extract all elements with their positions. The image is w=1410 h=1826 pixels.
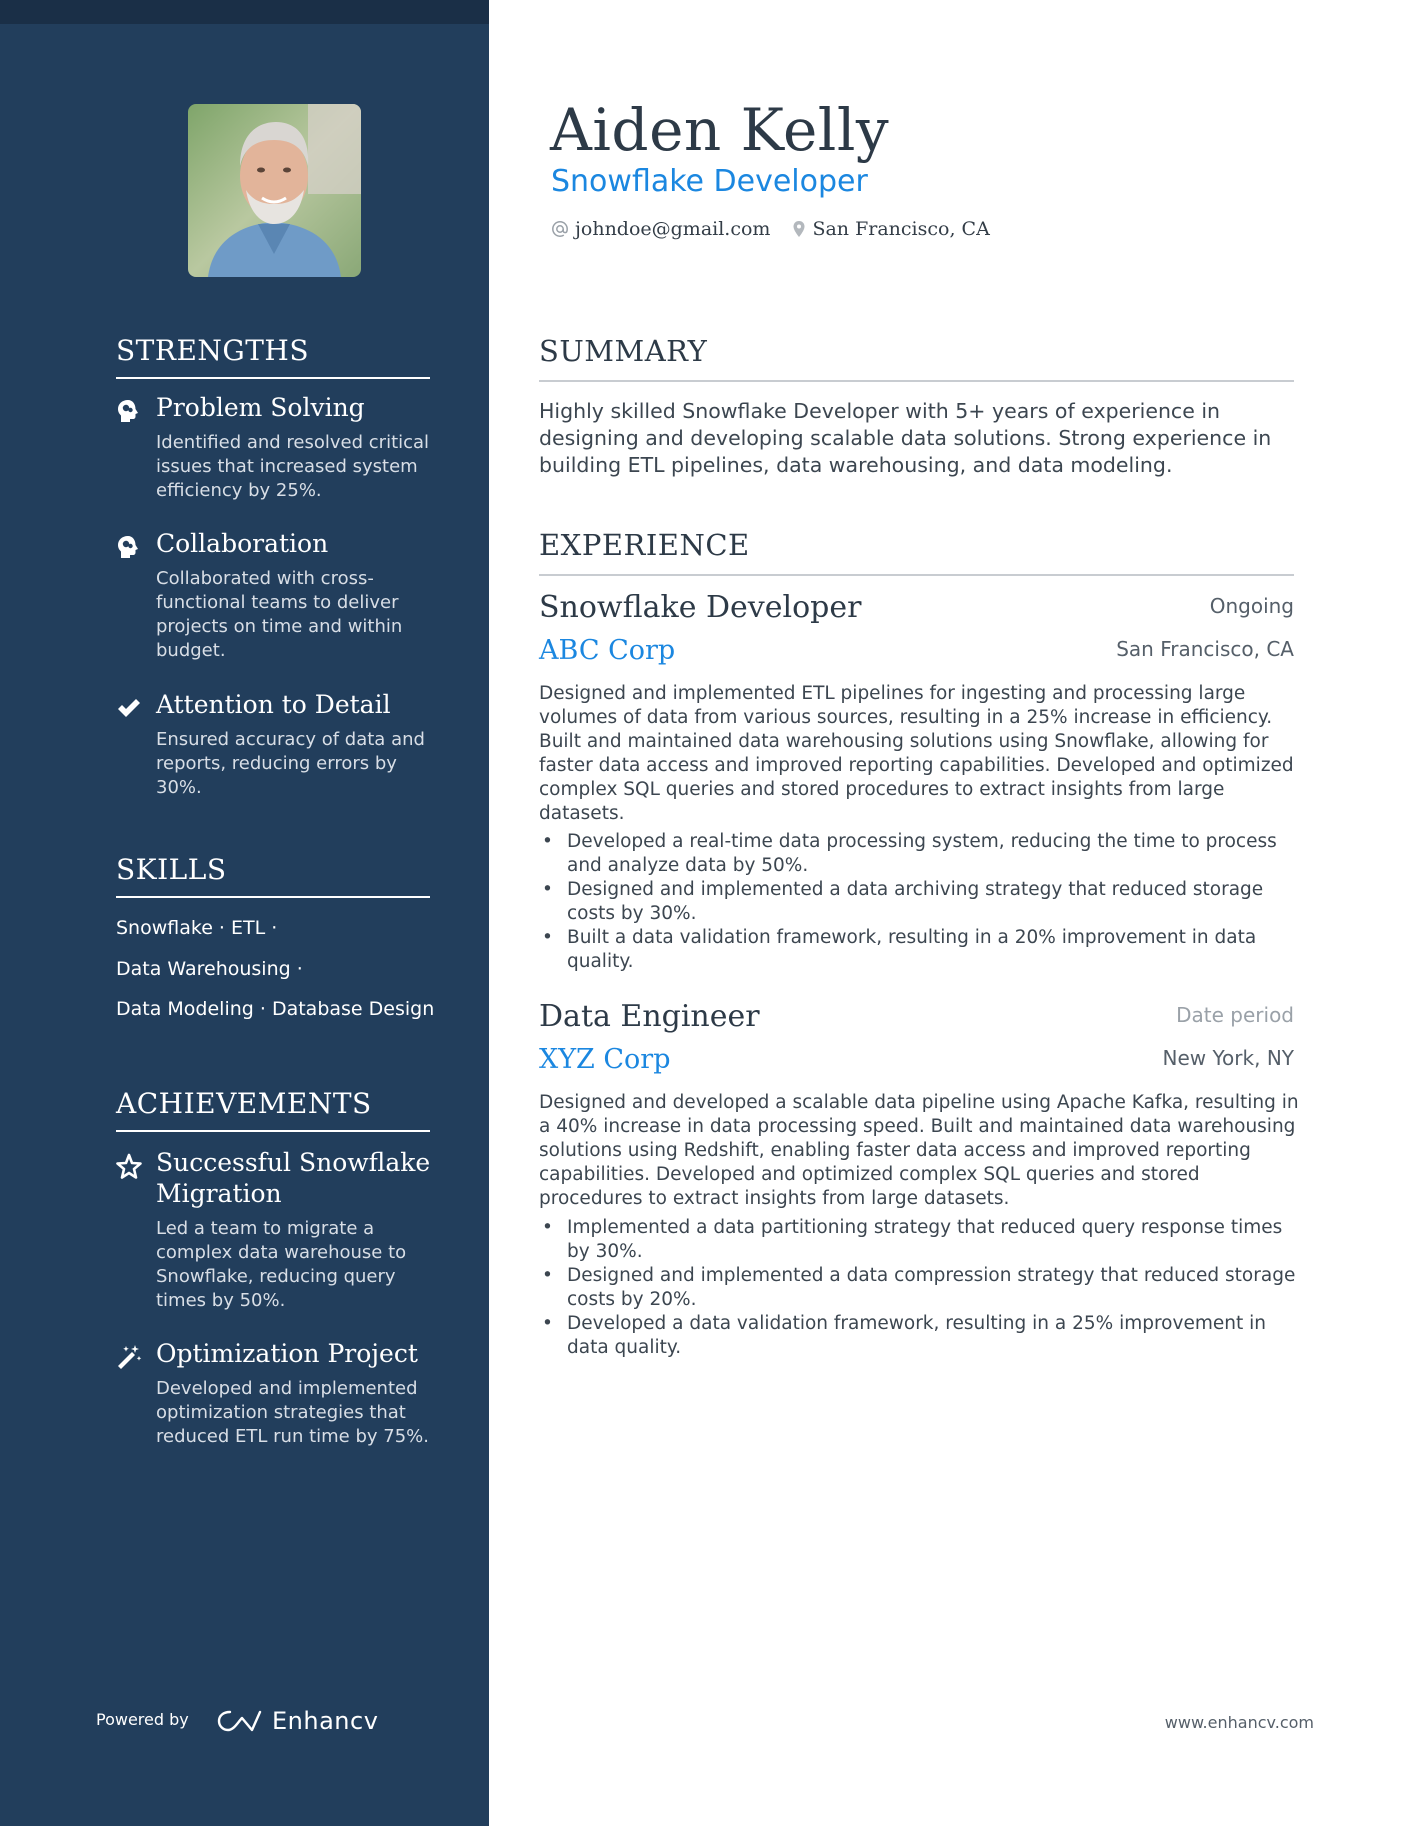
achievement-title: Optimization Project bbox=[156, 1339, 418, 1368]
job-bullets bbox=[539, 830, 1299, 974]
brand-name: Enhancv bbox=[272, 1707, 379, 1735]
skills-line: Snowflake · ETL · bbox=[116, 917, 278, 939]
list-item: • Developed a real-time data processing system, reducing the time to process and analyze data by 50%. bbox=[539, 830, 1299, 878]
powered-by-label: Powered by bbox=[96, 1710, 189, 1729]
job-description: Designed and implemented ETL pipelines for ingesting and processing large volumes of data from various sources, resulting in a 25% increase in efficiency. Built and maintained data warehousing solutions using Snowflake, allowing for faster data access and improved reporting capabilities. Developed and optimized complex SQL queries and stored procedures to extract insights from large datasets. bbox=[539, 683, 1294, 824]
strength-item bbox=[116, 392, 436, 503]
experience-heading: EXPERIENCE bbox=[539, 528, 1294, 576]
achievement-item bbox=[116, 1338, 436, 1449]
sidebar bbox=[0, 0, 489, 1826]
strengths-heading: STRENGTHS bbox=[116, 334, 430, 379]
sidebar-top-bar bbox=[0, 0, 489, 24]
strength-description: Collaborated with cross-functional teams to deliver projects on time and within budget. bbox=[156, 568, 403, 661]
strength-description: Identified and resolved critical issues that increased system efficiency by 25%. bbox=[156, 432, 430, 501]
brain-head-icon bbox=[116, 534, 142, 560]
magic-wand-icon bbox=[116, 1344, 142, 1370]
strength-title: Problem Solving bbox=[156, 393, 365, 422]
skills-heading: SKILLS bbox=[116, 853, 430, 898]
location-text: San Francisco, CA bbox=[812, 218, 990, 240]
contact-info bbox=[551, 218, 1012, 240]
strength-description: Ensured accuracy of data and reports, reducing errors by 30%. bbox=[156, 729, 425, 798]
job-location: New York, NY bbox=[1162, 1046, 1294, 1070]
at-sign-icon bbox=[551, 220, 569, 238]
achievement-description: Led a team to migrate a complex data warehouse to Snowflake, reducing query times by 50%. bbox=[156, 1218, 407, 1311]
job-date: Ongoing bbox=[1209, 594, 1294, 618]
list-item: • Built a data validation framework, resulting in a 20% improvement in data quality. bbox=[539, 926, 1299, 974]
email-text: johndoe@gmail.com bbox=[575, 218, 771, 240]
location-contact bbox=[792, 218, 989, 240]
enhancv-logo-icon bbox=[216, 1708, 262, 1734]
candidate-name: Aiden Kelly bbox=[550, 96, 890, 164]
list-item: • Implemented a data partitioning strategy that reduced query response times by 30%. bbox=[539, 1216, 1299, 1264]
enhancv-logo[interactable] bbox=[216, 1704, 378, 1738]
summary-text: Highly skilled Snowflake Developer with 5+ years of experience in designing and developing scalable data solutions. Strong experience in building ETL pipelines, data warehousing, and data modeling. bbox=[539, 399, 1272, 477]
achievements-heading: ACHIEVEMENTS bbox=[116, 1087, 430, 1132]
skills-line: Data Modeling · Database Design bbox=[116, 998, 435, 1020]
location-pin-icon bbox=[792, 220, 806, 238]
brain-head-icon bbox=[116, 398, 142, 424]
job-location: San Francisco, CA bbox=[1116, 637, 1294, 661]
achievement-description: Developed and implemented optimization strategies that reduced ETL run time by 75%. bbox=[156, 1378, 430, 1447]
strength-item bbox=[116, 689, 436, 800]
job-description: Designed and developed a scalable data pipeline using Apache Kafka, resulting in a 40% increase in data processing speed. Built and maintained data warehousing solutions using Redshift, enabling faster data access and improved reporting capabilities. Developed and optimized complex SQL queries and stored procedures to extract insights from large datasets. bbox=[539, 1092, 1299, 1209]
job-title: Snowflake Developer bbox=[539, 590, 862, 625]
achievement-item bbox=[116, 1147, 436, 1313]
strength-title: Collaboration bbox=[156, 529, 329, 558]
list-item: • Developed a data validation framework, resulting in a 25% improvement in data quality. bbox=[539, 1312, 1299, 1360]
strength-item bbox=[116, 528, 436, 663]
strength-title: Attention to Detail bbox=[156, 690, 391, 719]
avatar bbox=[188, 104, 361, 277]
checkmark-icon bbox=[116, 695, 142, 721]
website-link[interactable]: www.enhancv.com bbox=[1164, 1713, 1314, 1732]
job-company[interactable]: XYZ Corp bbox=[539, 1044, 671, 1075]
candidate-role: Snowflake Developer bbox=[551, 164, 868, 199]
job-bullets bbox=[539, 1216, 1299, 1360]
email-contact[interactable] bbox=[551, 218, 770, 240]
skills-line: Data Warehousing · bbox=[116, 958, 303, 980]
star-icon bbox=[116, 1153, 142, 1179]
job-date: Date period bbox=[1176, 1003, 1294, 1027]
list-item: • Designed and implemented a data compression strategy that reduced storage costs by 20%. bbox=[539, 1264, 1299, 1312]
job-company[interactable]: ABC Corp bbox=[539, 635, 676, 666]
job-title: Data Engineer bbox=[539, 999, 760, 1034]
list-item: • Designed and implemented a data archiving strategy that reduced storage costs by 30%. bbox=[539, 878, 1299, 926]
achievement-title: Successful Snowflake Migration bbox=[156, 1148, 431, 1208]
summary-heading: SUMMARY bbox=[539, 334, 1294, 382]
